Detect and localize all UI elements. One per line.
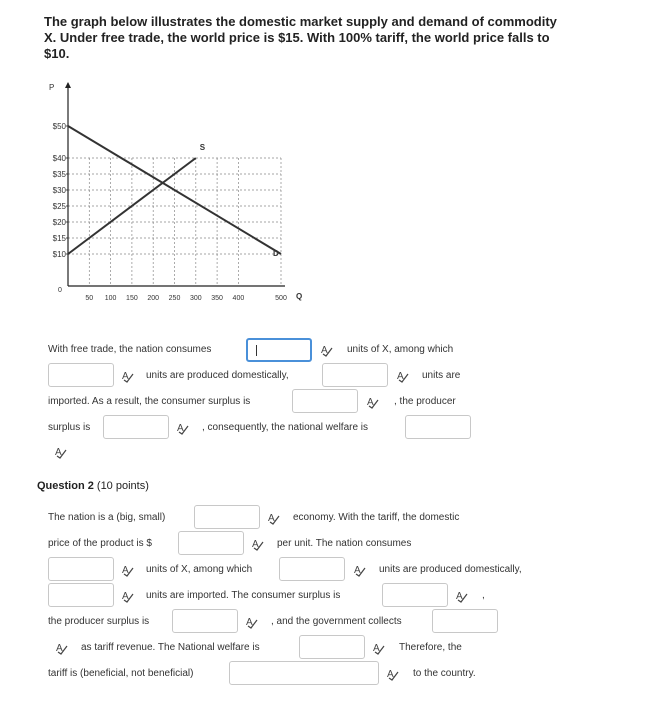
q2-text-11: Therefore, the xyxy=(399,642,462,653)
q2-beneficial-input[interactable] xyxy=(229,661,379,685)
x-tick-label: 0 xyxy=(58,287,62,294)
q2-text-6: units are produced domestically, xyxy=(379,564,522,575)
q2-text-2: economy. With the tariff, the domestic xyxy=(293,512,460,523)
y-axis-label: P xyxy=(49,83,55,92)
x-tick-label: 350 xyxy=(211,295,223,302)
q2-text-10: as tariff revenue. The National welfare is xyxy=(81,642,260,653)
q2-domestic-production-input[interactable] xyxy=(279,557,345,581)
q2-text-7b: , xyxy=(482,590,485,601)
question-2-title: Question 2 xyxy=(37,480,94,492)
y-tick-label: $30 xyxy=(52,186,66,195)
spellcheck-icon[interactable] xyxy=(455,589,469,603)
series-label-d: D xyxy=(273,249,279,258)
spellcheck-icon[interactable] xyxy=(251,537,265,551)
chart-axes xyxy=(65,82,285,286)
x-tick-label: 150 xyxy=(126,295,138,302)
x-tick-label: 200 xyxy=(147,295,160,302)
q2-text-12: tariff is (beneficial, not beneficial) xyxy=(48,668,194,679)
q2-domestic-price-input[interactable] xyxy=(178,531,244,555)
spellcheck-icon[interactable] xyxy=(386,667,400,681)
q1-text-4: units are xyxy=(422,370,461,381)
spellcheck-icon[interactable] xyxy=(176,421,190,435)
q2-text-7: units are imported. The consumer surplus is xyxy=(146,590,341,601)
spellcheck-icon[interactable] xyxy=(245,615,259,629)
spellcheck-icon[interactable] xyxy=(55,641,69,655)
q1-text-8: , consequently, the national welfare is xyxy=(202,422,369,433)
chart-ticks xyxy=(49,83,302,302)
spellcheck-icon[interactable] xyxy=(54,445,68,459)
q1-text-3: units are produced domestically, xyxy=(146,370,289,381)
q2-text-5: units of X, among which xyxy=(146,564,253,575)
q1-text-1: With free trade, the nation consumes xyxy=(48,344,212,355)
q1-producer-surplus-input[interactable] xyxy=(103,415,169,439)
q2-tariff-revenue-input[interactable] xyxy=(432,609,498,633)
series-label-s: S xyxy=(199,143,206,152)
spellcheck-icon[interactable] xyxy=(267,511,281,525)
problem-intro: The graph below illustrates the domestic market supply and demand of commodity X. Under free trade, the world price is $15. With 100% tariff, the world price falls to $10. xyxy=(44,14,557,61)
q2-national-welfare-input[interactable] xyxy=(299,635,365,659)
spellcheck-icon[interactable] xyxy=(396,369,410,383)
q1-national-welfare-input[interactable] xyxy=(405,415,471,439)
spellcheck-icon[interactable] xyxy=(353,563,367,577)
y-tick-label: $50 xyxy=(52,122,66,131)
q1-text-5: imported. As a result, the consumer surplus is xyxy=(48,396,251,407)
q2-text-4: per unit. The nation consumes xyxy=(277,538,412,549)
q1-imports-input[interactable] xyxy=(322,363,388,387)
spellcheck-icon[interactable] xyxy=(121,563,135,577)
q2-consumption-input[interactable] xyxy=(48,557,114,581)
x-tick-label: 100 xyxy=(104,295,117,302)
x-tick-label: 300 xyxy=(189,295,202,302)
q2-economy-size-input[interactable] xyxy=(194,505,260,529)
q1-text-2: units of X, among which xyxy=(347,344,454,355)
q2-producer-surplus-input[interactable] xyxy=(172,609,238,633)
y-tick-label: $15 xyxy=(52,234,66,243)
q2-text-1: The nation is a (big, small) xyxy=(48,512,166,523)
x-tick-label: 500 xyxy=(275,295,287,302)
y-tick-label: $10 xyxy=(52,250,66,259)
q2-text-9: , and the government collects xyxy=(271,616,402,627)
q2-text-8: the producer surplus is xyxy=(48,616,150,627)
chart-grid xyxy=(68,158,281,286)
q2-text-3: price of the product is $ xyxy=(48,538,152,549)
question-2-heading xyxy=(37,480,149,492)
y-tick-label: $20 xyxy=(52,218,66,227)
x-tick-label: 400 xyxy=(232,295,245,302)
q1-consumer-surplus-input[interactable] xyxy=(292,389,358,413)
spellcheck-icon[interactable] xyxy=(320,343,334,357)
y-tick-label: $25 xyxy=(52,202,66,211)
spellcheck-icon[interactable] xyxy=(121,369,135,383)
x-tick-label: 250 xyxy=(168,295,181,302)
y-tick-label: $40 xyxy=(52,154,66,163)
y-axis-arrow xyxy=(65,82,71,88)
q2-consumer-surplus-input[interactable] xyxy=(382,583,448,607)
x-axis-label: Q xyxy=(296,292,303,301)
spellcheck-icon[interactable] xyxy=(121,589,135,603)
q2-text-13: to the country. xyxy=(413,668,476,679)
question-2-points: (10 points) xyxy=(96,480,149,492)
q1-consumption-input[interactable] xyxy=(246,338,312,362)
spellcheck-icon[interactable] xyxy=(366,395,380,409)
spellcheck-icon[interactable] xyxy=(372,641,386,655)
x-tick-label: 50 xyxy=(85,295,94,302)
y-tick-label: $35 xyxy=(52,170,66,179)
q1-text-6: , the producer xyxy=(394,396,456,407)
q2-imports-input[interactable] xyxy=(48,583,114,607)
q1-domestic-production-input[interactable] xyxy=(48,363,114,387)
supply-demand-chart xyxy=(30,75,303,310)
q1-text-7: surplus is xyxy=(48,422,91,433)
